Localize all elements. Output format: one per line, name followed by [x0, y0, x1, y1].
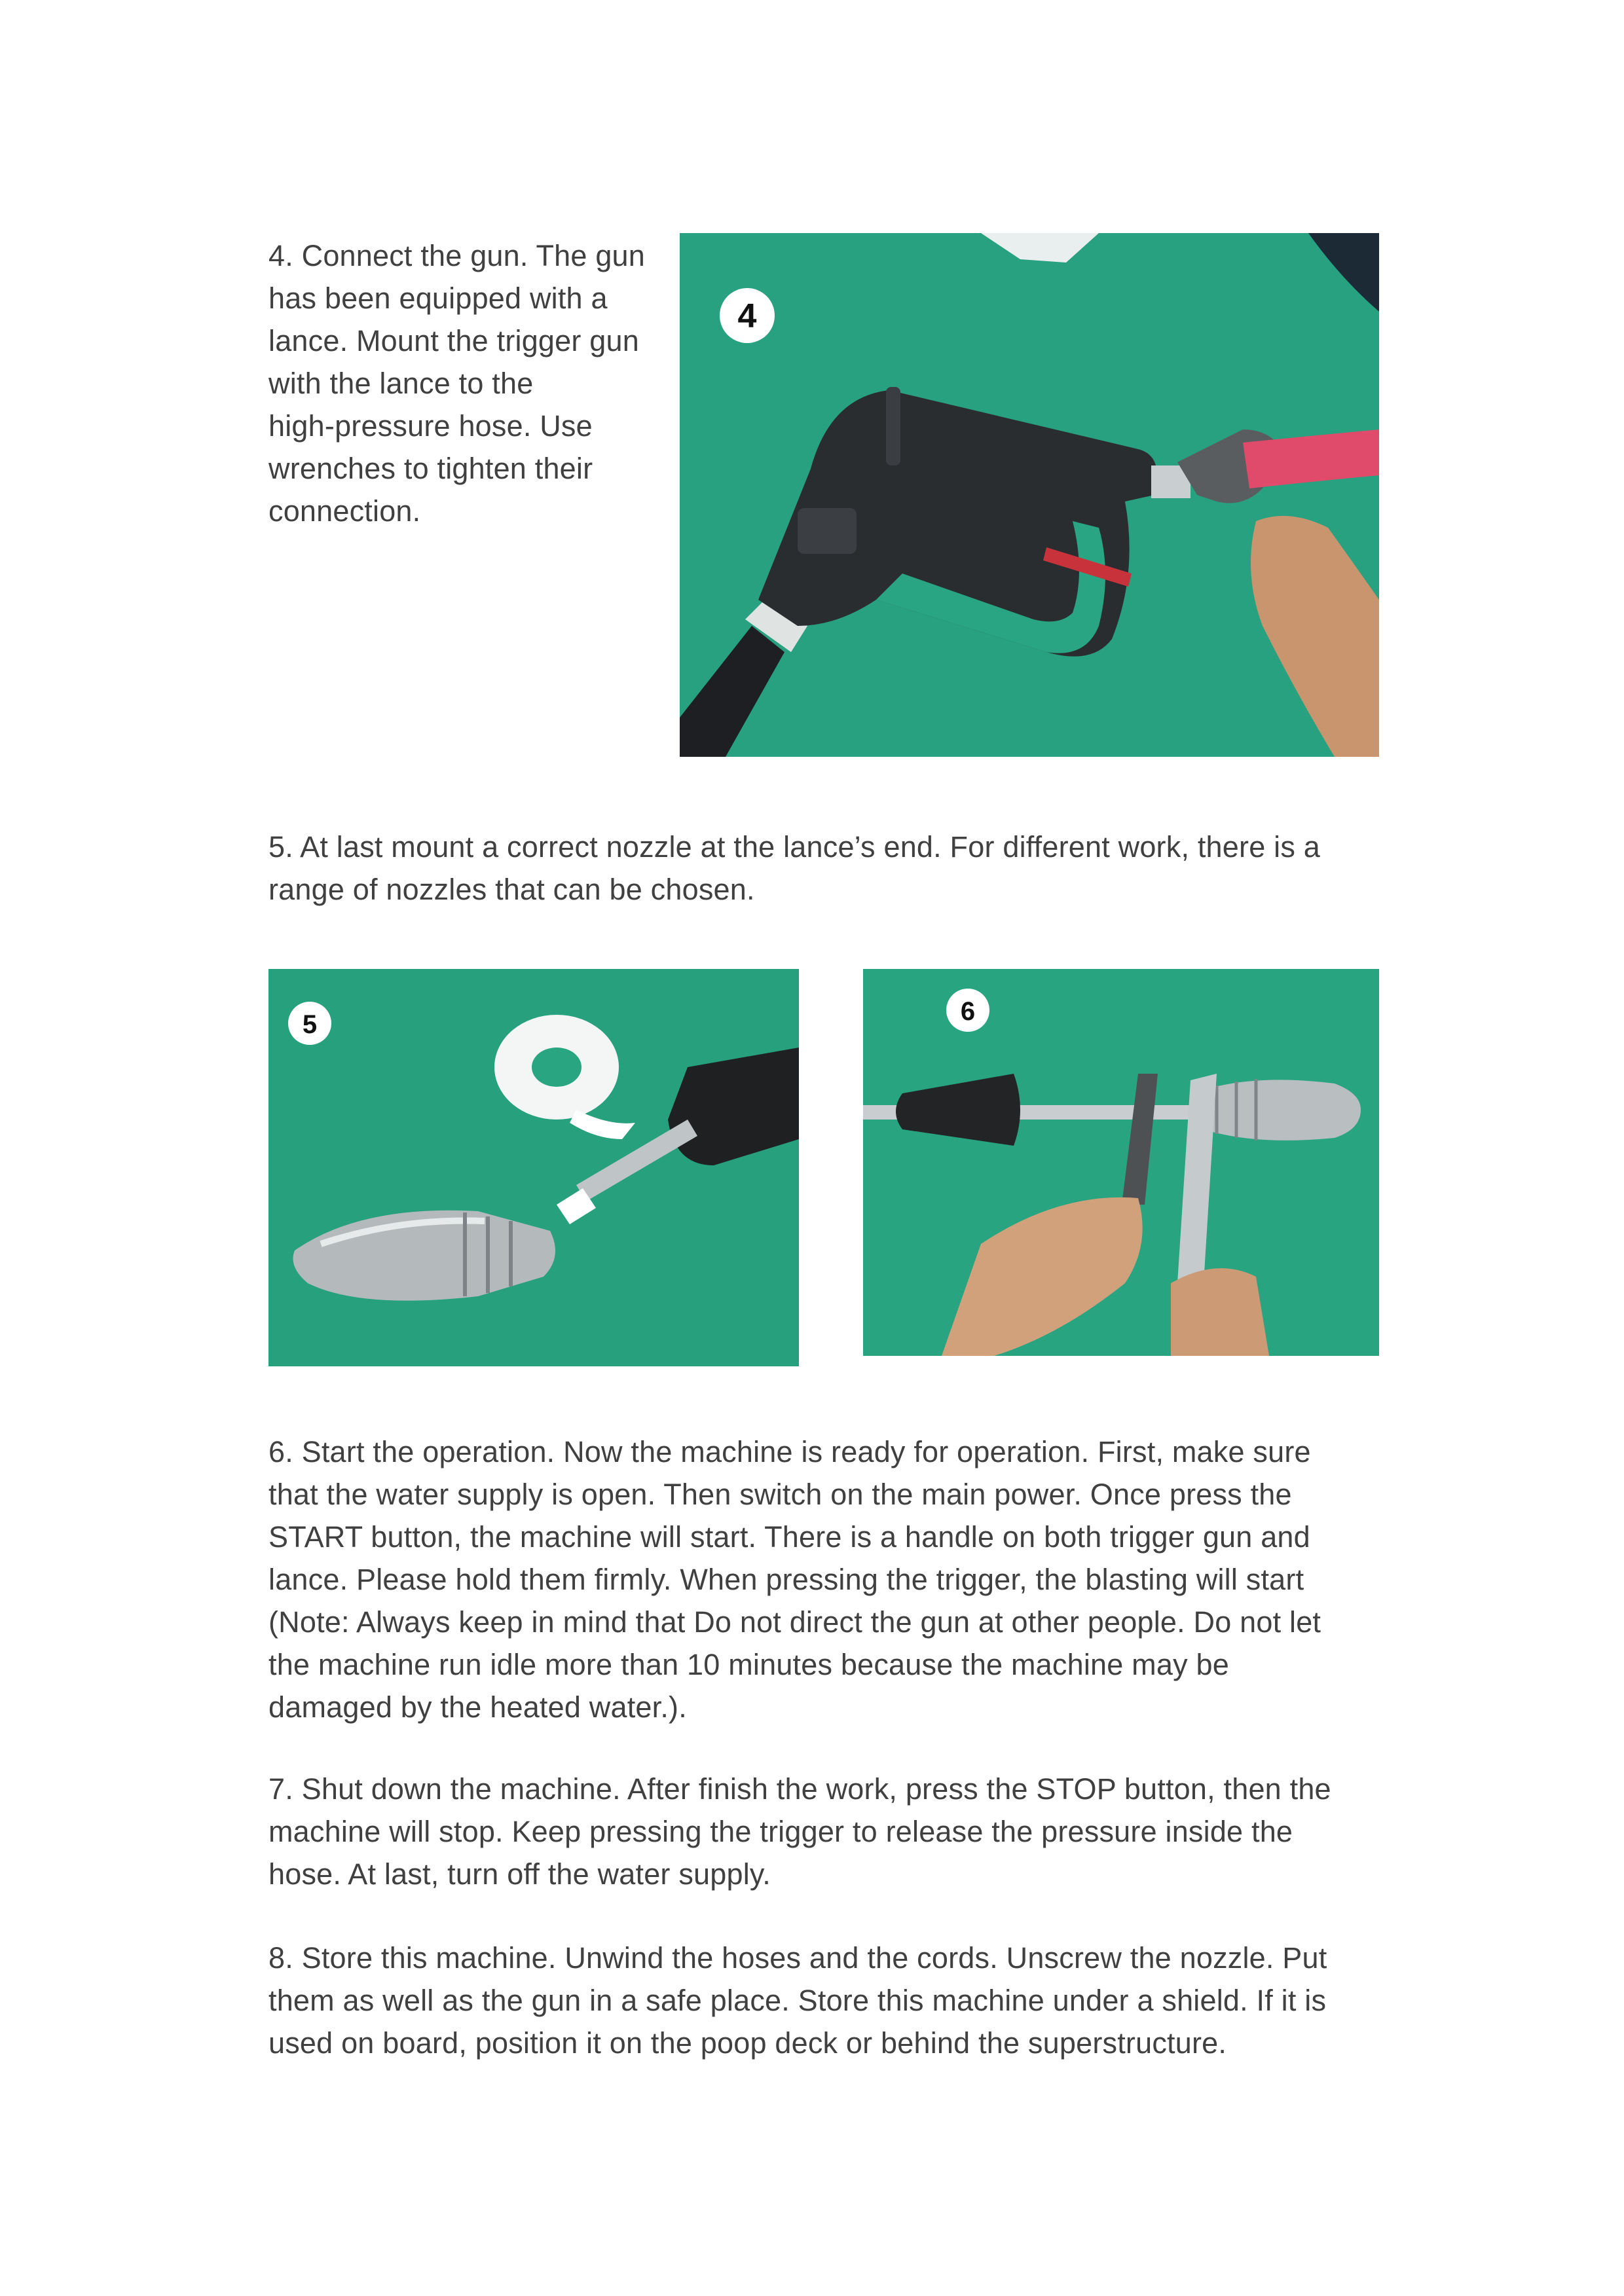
text-line: lance. Please hold them firmly. When pressing the trigger, the blasting will start [268, 1563, 1304, 1596]
text-line: has been equipped with a [268, 282, 608, 315]
text-line: them as well as the gun in a safe place. Store this machine under a shield. If it is [268, 1984, 1327, 2017]
text-line: range of nozzles that can be chosen. [268, 873, 755, 906]
text-line: that the water supply is open. Then switch on the main power. Once press the [268, 1478, 1292, 1511]
text-line: lance. Mount the trigger gun [268, 324, 639, 357]
step-4-text [268, 234, 661, 532]
step-badge-5-label: 5 [302, 1010, 318, 1039]
text-line: used on board, position it on the poop deck or behind the superstructure. [268, 2026, 1227, 2060]
step-badge-6-label: 6 [960, 997, 976, 1026]
text-line: wrenches to tighten their [268, 452, 593, 485]
trigger-gun-illustration [680, 233, 1379, 757]
photo-trigger-gun-connection [680, 233, 1379, 757]
photo-nozzle-and-tape [268, 969, 799, 1366]
text-line: 7. Shut down the machine. After finish the work, press the STOP button, then the [268, 1772, 1331, 1806]
text-line: machine will stop. Keep pressing the trigger to release the pressure inside the [268, 1815, 1293, 1848]
text-line: with the lance to the [268, 367, 534, 400]
step-8-text [268, 1937, 1395, 2064]
step-6-text [268, 1430, 1395, 1728]
step-7-text [268, 1768, 1395, 1895]
text-line: damaged by the heated water.). [268, 1690, 687, 1724]
photo-wrench-tightening-nozzle [863, 969, 1379, 1356]
text-line: high-pressure hose. Use [268, 409, 593, 443]
text-line: 4. Connect the gun. The gun [268, 239, 645, 272]
nozzle-tape-illustration [268, 969, 799, 1366]
text-line: connection. [268, 494, 421, 528]
text-line: (Note: Always keep in mind that Do not direct the gun at other people. Do not let [268, 1605, 1321, 1639]
wrench-nozzle-illustration [863, 969, 1379, 1356]
step-badge-4-label: 4 [737, 297, 757, 335]
text-line: 6. Start the operation. Now the machine is ready for operation. First, make sure [268, 1435, 1311, 1468]
step-5-text [268, 826, 1382, 911]
text-line: 8. Store this machine. Unwind the hoses and the cords. Unscrew the nozzle. Put [268, 1941, 1327, 1975]
text-line: 5. At last mount a correct nozzle at the lance’s end. For different work, there is a [268, 830, 1320, 864]
text-line: START button, the machine will start. There is a handle on both trigger gun and [268, 1520, 1310, 1554]
text-line: the machine run idle more than 10 minutes because the machine may be [268, 1648, 1229, 1681]
text-line: hose. At last, turn off the water supply. [268, 1857, 771, 1891]
